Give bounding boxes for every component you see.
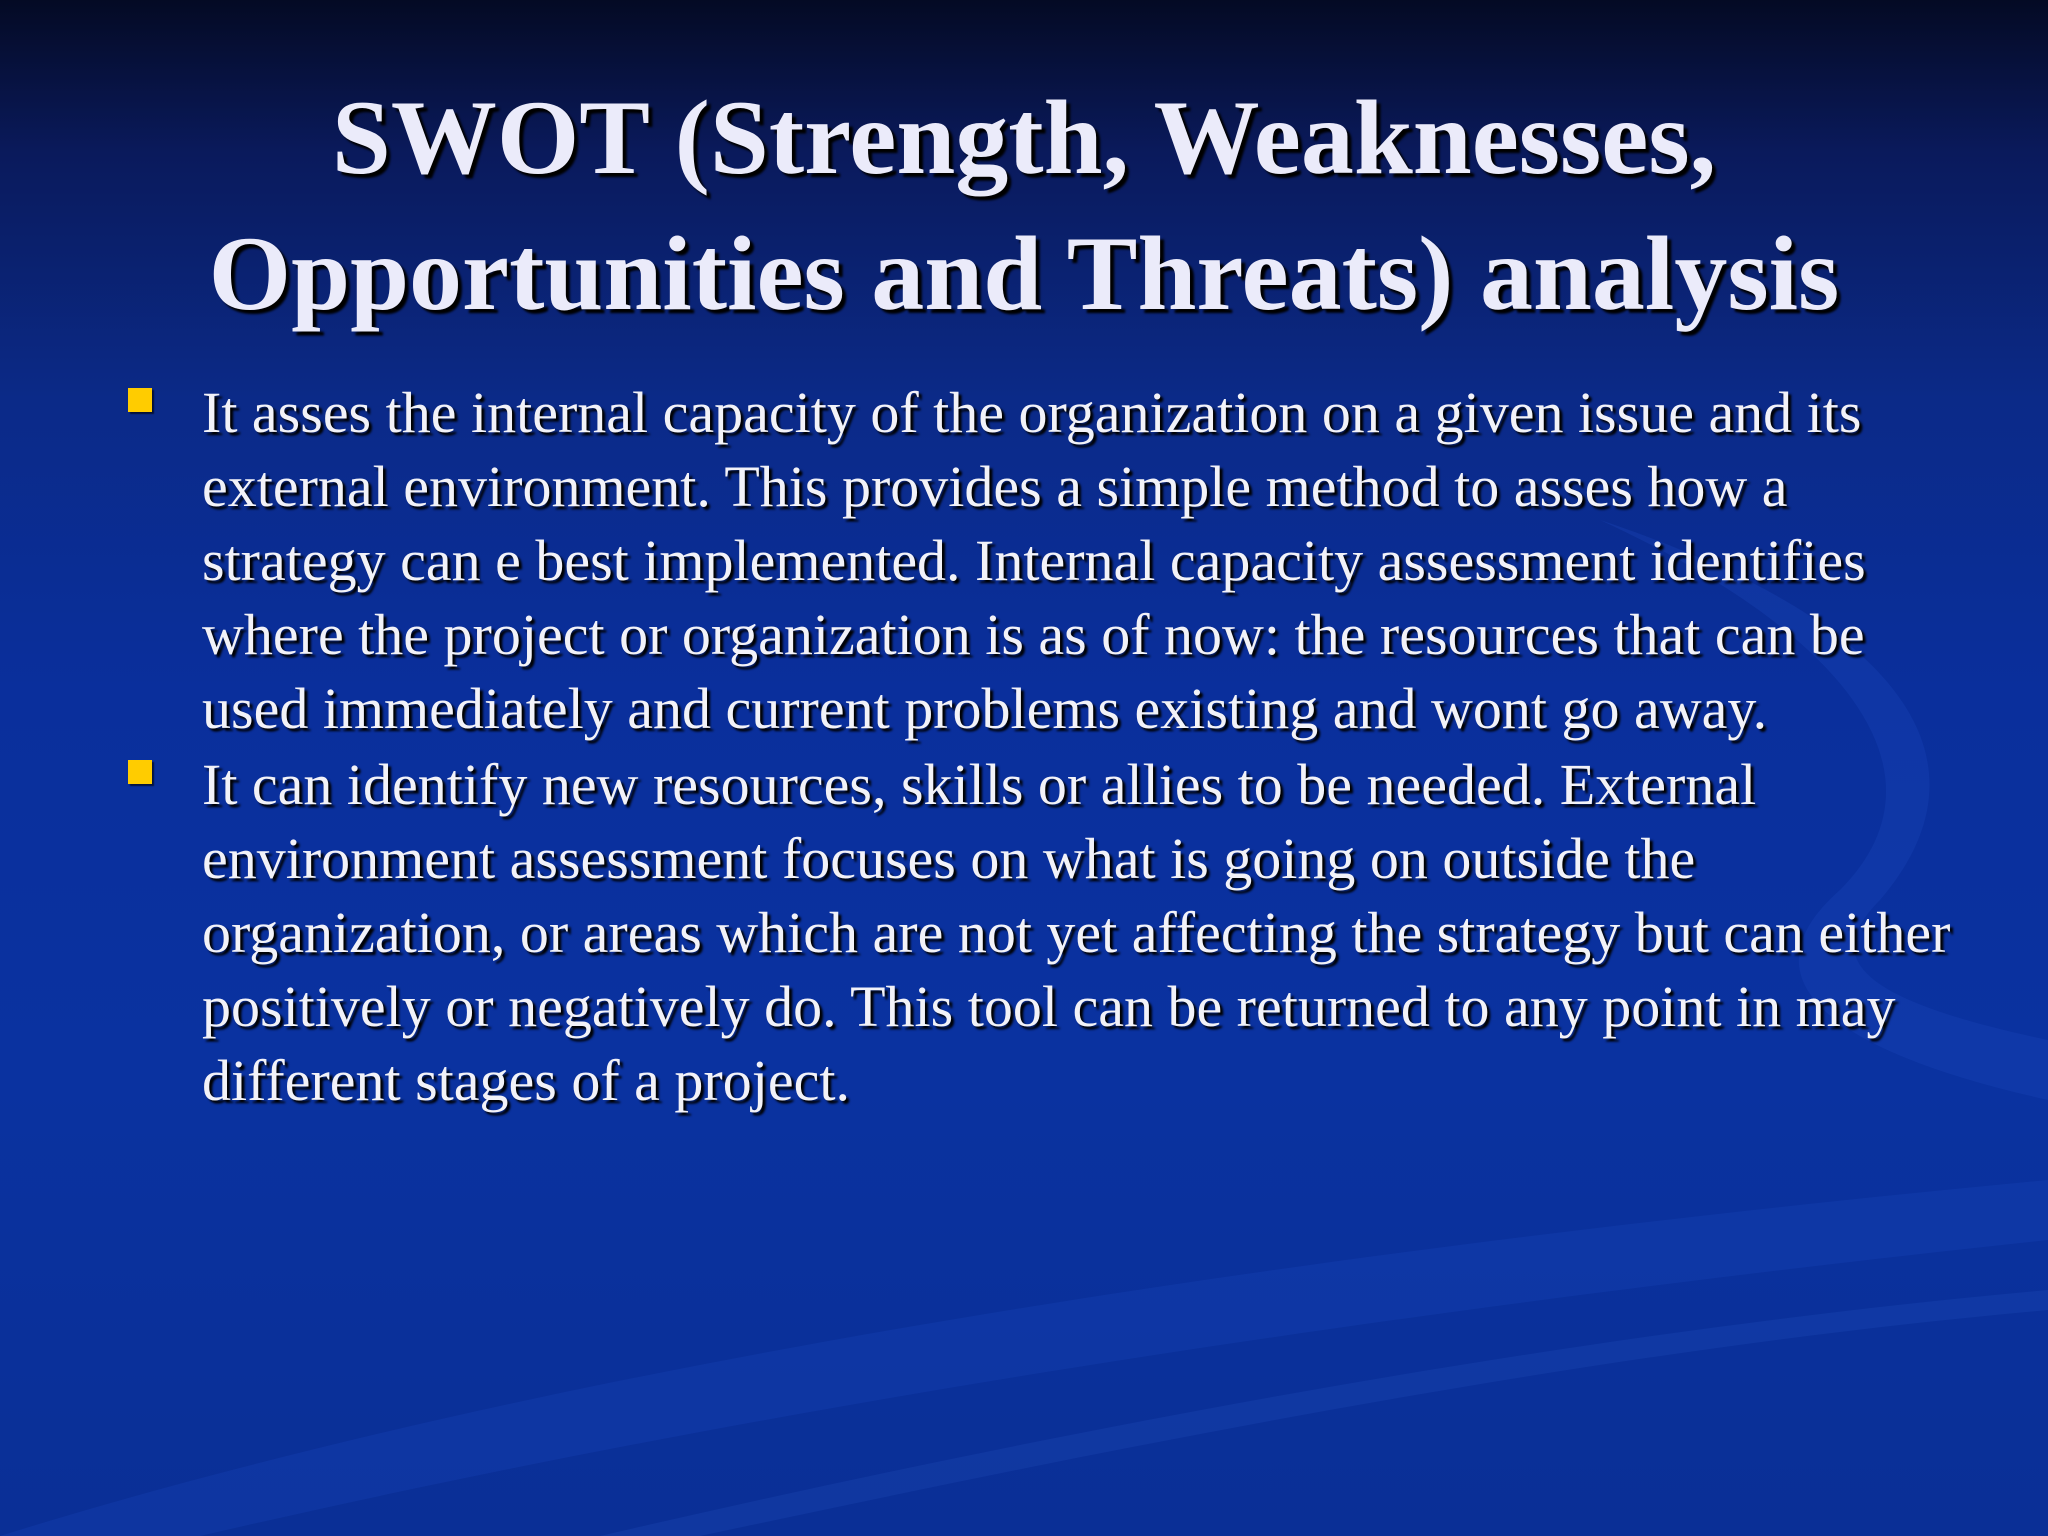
- slide-title: SWOT (Strength, Weaknesses, Opportunities and Threats) analysis: [208, 79, 1840, 332]
- bullet-item: [124, 376, 1964, 746]
- bullet-text: It asses the internal capacity of the organization on a given issue and its external environment. This provides a simple method to asses how a strategy can e best implemented. Internal capacity assessment identifies where the project or organization is as of now: the resources that can be used immediately and current problems existing and wont go away.: [202, 380, 1866, 741]
- bullet-text: It can identify new resources, skills or allies to be needed. External environment assessment focuses on what is going on outside the organization, or areas which are not yet affecting the strategy but can either positively or negatively do. This tool can be returned to any point in may different stages of a project.: [202, 752, 1951, 1113]
- bullet-item: [124, 748, 1964, 1118]
- square-bullet-icon: [128, 760, 152, 784]
- square-bullet-icon: [128, 388, 152, 412]
- bullet-list: [124, 376, 1964, 1120]
